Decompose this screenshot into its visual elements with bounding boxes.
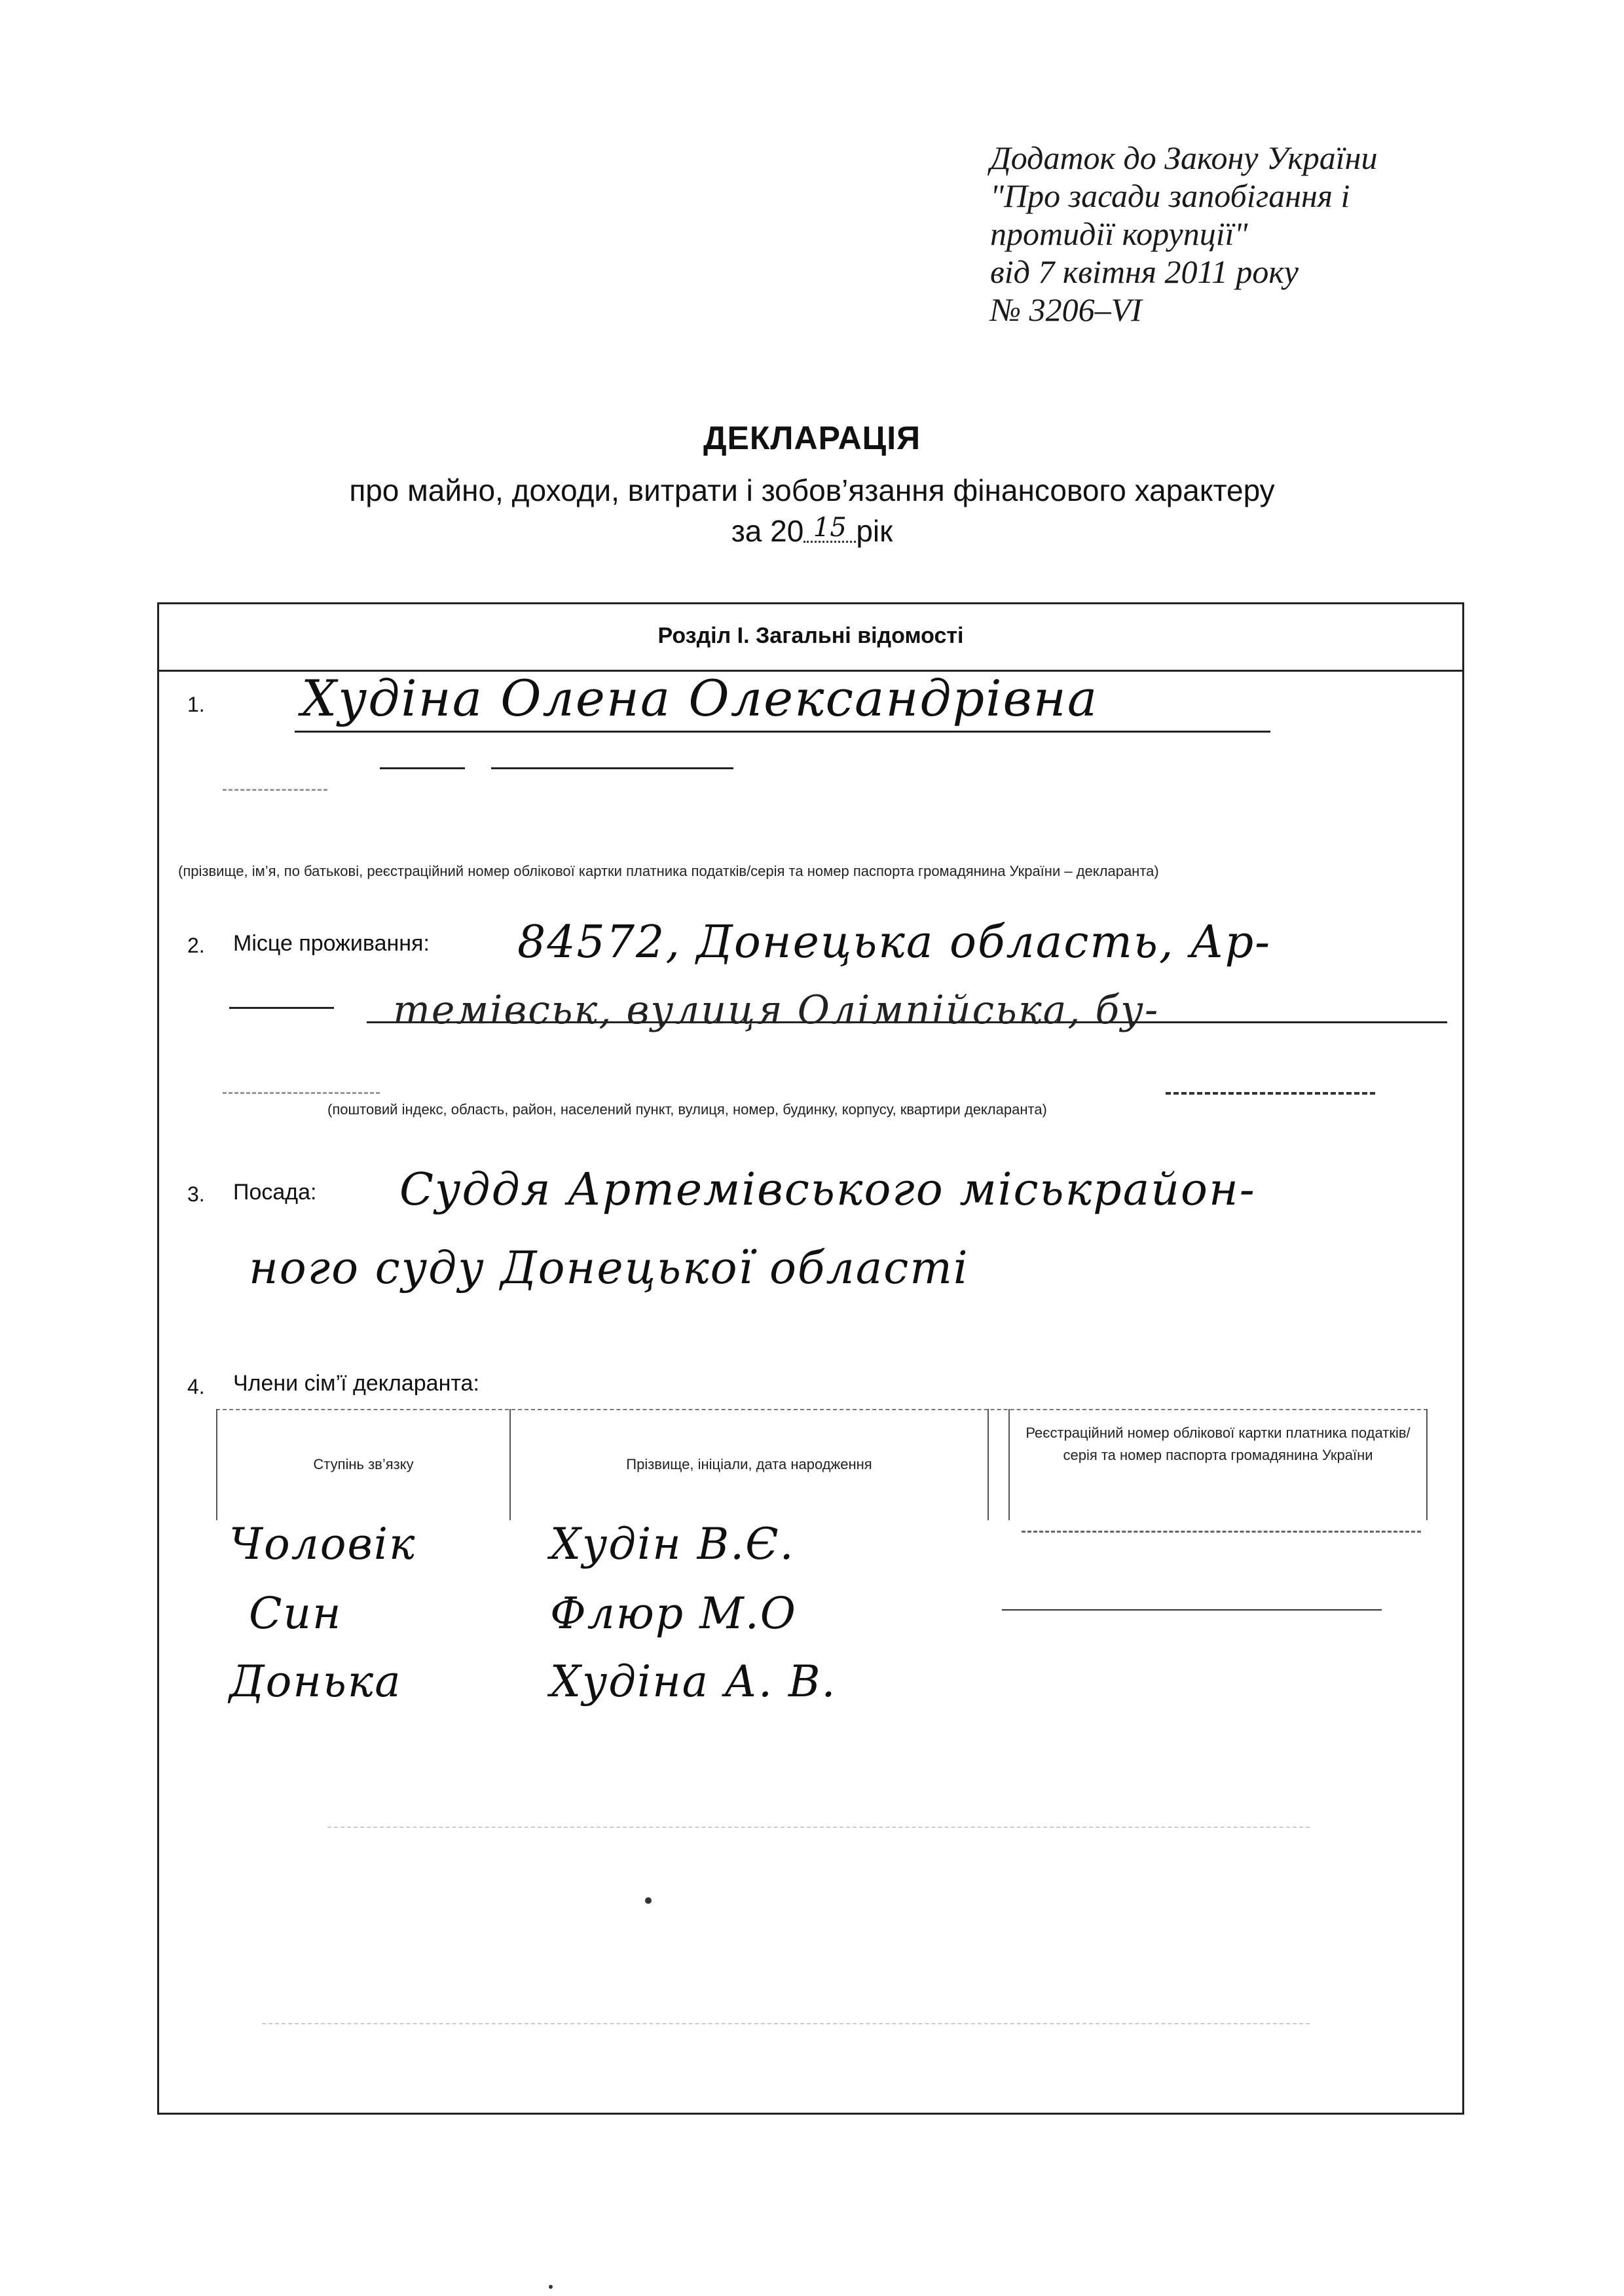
item-number: 1. (187, 693, 205, 716)
family-member-name: Худіна А. В. (550, 1656, 837, 1707)
family-relation: Донька (229, 1656, 402, 1707)
redaction-line (491, 767, 733, 769)
position-handwritten-line1: Суддя Артемівського міськрайон- (399, 1164, 1256, 1216)
year-suffix: рік (856, 514, 893, 548)
residence-handwritten-line2: темівськ, вулиця Олімпійська, бу- (393, 987, 1160, 1033)
item-number: 2. (187, 934, 205, 957)
faint-rule (223, 1092, 380, 1094)
position-handwritten-line2: ного суду Донецької області (249, 1243, 969, 1294)
redaction-line (229, 1007, 334, 1009)
tax-number-line (1022, 1531, 1421, 1533)
family-table (216, 1409, 1428, 1520)
document-subtitle: про майно, доходи, витрати і зобов’язання фінансового характеру (349, 473, 1275, 507)
declarant-name-handwritten: Худіна Олена Олександрівна (301, 669, 1099, 727)
section-title: Розділ І. Загальні відомості (157, 602, 1464, 672)
address-underline (367, 1021, 1447, 1023)
family-member-name: Худін В.Є. (550, 1519, 795, 1569)
appendix-line: "Про засади запобігання і (990, 177, 1350, 214)
year-handwritten: 15 (803, 515, 856, 543)
redaction-line (380, 767, 465, 769)
appendix-line: Додаток до Закону України (990, 139, 1378, 176)
item2-caption: (поштовий індекс, область, район, населений пункт, вулиця, номер, будинку, корпусу, квартири декларанта) (327, 1101, 1047, 1118)
name-underline (295, 731, 1270, 733)
column-header-name: Прізвище, ініціали, дата народження (511, 1409, 989, 1520)
column-gap (989, 1409, 1008, 1520)
form-frame (157, 602, 1464, 2115)
residence-handwritten-line1: 84572, Донецька область, Ар- (517, 917, 1272, 968)
residence-label: Місце проживання: (233, 931, 430, 956)
item-number: 3. (187, 1182, 205, 1206)
family-relation: Син (249, 1588, 342, 1639)
appendix-line: № 3206–VI (990, 291, 1142, 328)
declaration-year (0, 513, 1624, 549)
family-member-name: Флюр М.О (550, 1588, 797, 1639)
column-header-relation: Ступінь зв’язку (216, 1409, 511, 1520)
faint-rule (327, 1827, 1310, 1828)
appendix-line: від 7 квітня 2011 року (990, 253, 1299, 290)
appendix-line: протидії корупції" (990, 215, 1248, 252)
scan-speck (645, 1897, 652, 1904)
item-number: 4. (187, 1375, 205, 1398)
scan-speck (549, 2285, 553, 2289)
faint-rule (262, 2023, 1310, 2024)
faint-rule (223, 789, 327, 791)
item1-caption: (прізвище, ім’я, по батькові, реєстраційний номер облікової картки платника податків/серія та номер паспорта громадянина України – декларанта) (178, 863, 1159, 879)
document-title: ДЕКЛАРАЦІЯ (703, 420, 921, 456)
family-relation: Чоловік (229, 1519, 416, 1569)
tax-number-line (1002, 1609, 1382, 1611)
redaction-line (1166, 1092, 1375, 1095)
position-label: Посада: (233, 1180, 317, 1205)
column-header-tax-number: Реєстраційний номер облікової картки платника податків/ серія та номер паспорта громадянина України (1008, 1409, 1428, 1520)
appendix-note (990, 139, 1488, 329)
family-label: Члени сім’ї декларанта: (233, 1371, 479, 1396)
year-prefix: за 20 (731, 514, 804, 548)
